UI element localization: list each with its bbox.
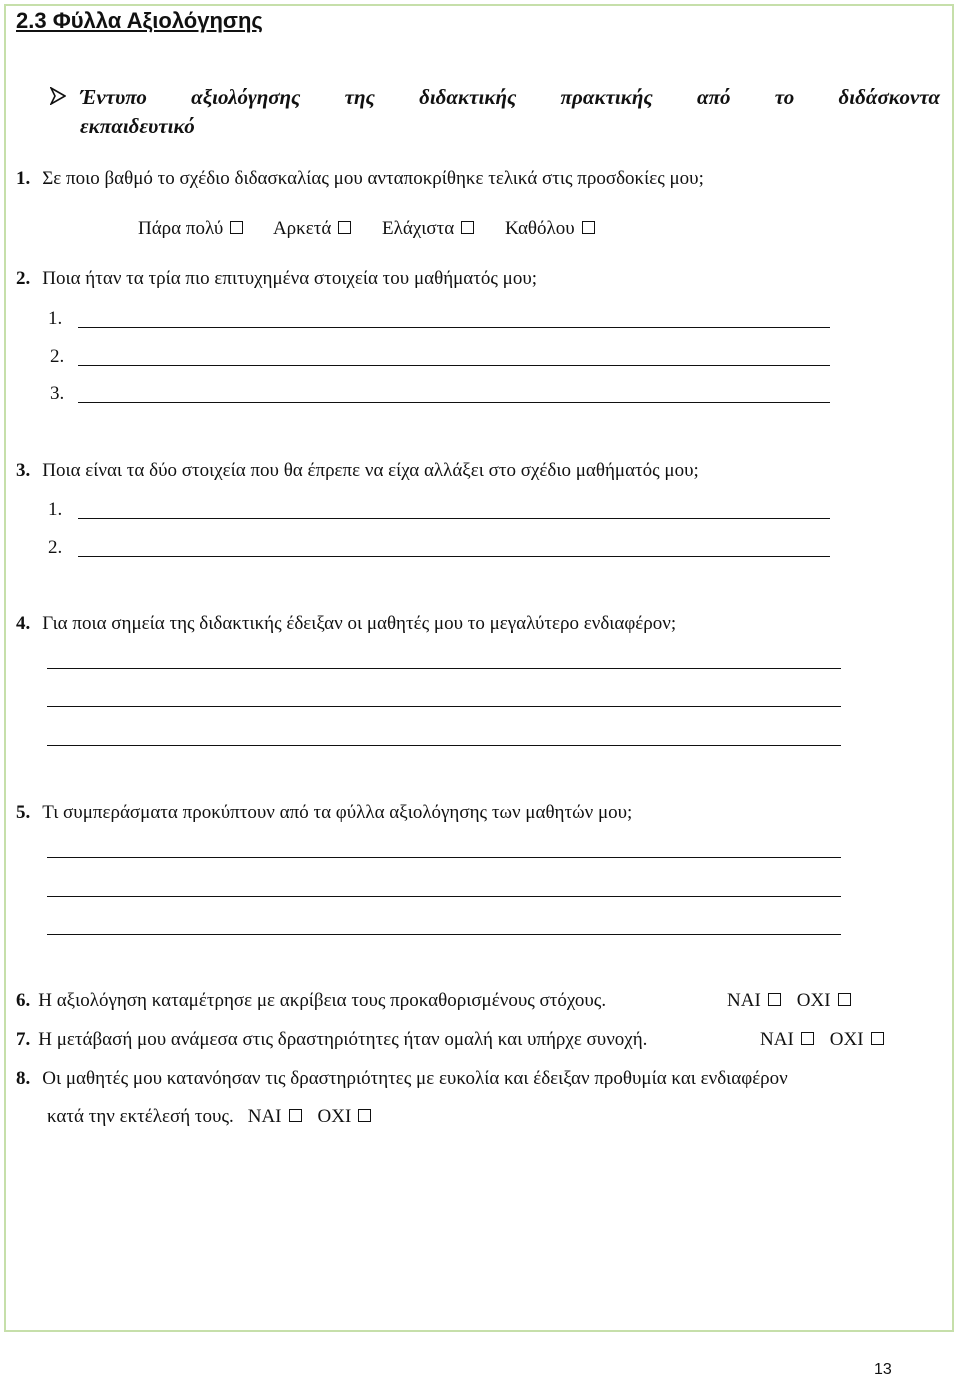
option-para-poly: Πάρα πολύ [138,218,243,239]
checkbox-q8-no[interactable] [358,1109,371,1122]
form-subtitle: Έντυπο αξιολόγησης της διδακτικής πρακτικής από το διδάσκοντα [80,85,940,109]
option-elaxista: Ελάχιστα [382,218,474,239]
answer-label-2-3: 3. [50,383,65,404]
checkbox-q7-yes[interactable] [801,1032,814,1045]
answer-line-4-1[interactable] [47,668,841,669]
checkbox-q8-yes[interactable] [289,1109,302,1122]
option-arketa: Αρκετά [273,218,351,239]
question-1-options [138,218,595,240]
checkbox-katholou[interactable] [582,221,595,234]
checkbox-para-poly[interactable] [230,221,243,234]
page-number: 13 [874,1361,892,1378]
arrow-bullet-icon [50,87,66,110]
question-7: 7. Η μετάβασή μου ανάμεσα στις δραστηριότητες ήταν ομαλή και υπήρχε συνοχή. [16,1029,648,1050]
question-1: 1. Σε ποιο βαθμό το σχέδιο διδασκαλίας μου ανταποκρίθηκε τελικά στις προσδοκίες μου; [16,168,704,189]
answer-line-2-3[interactable] [78,402,830,403]
answer-line-2-1[interactable] [78,327,830,328]
answer-line-3-2[interactable] [78,556,830,557]
question-5: 5. Τι συμπεράσματα προκύπτουν από τα φύλλα αξιολόγησης των μαθητών μου; [16,802,633,823]
answer-line-5-1[interactable] [47,857,841,858]
answer-line-4-2[interactable] [47,706,841,707]
section-title: 2.3 Φύλλα Αξιολόγησης [16,8,263,33]
option-katholou: Καθόλου [505,218,595,239]
checkbox-q7-no[interactable] [871,1032,884,1045]
question-6-options: ΝΑΙ ΟΧΙ [727,990,851,1012]
question-8-cont: κατά την εκτέλεσή τους. ΝΑΙ ΟΧΙ [47,1106,371,1128]
answer-label-2-2: 2. [50,346,65,367]
answer-line-3-1[interactable] [78,518,830,519]
question-7-options: ΝΑΙ ΟΧΙ [760,1029,884,1051]
answer-label-3-2: 2. [48,537,63,558]
question-6: 6. Η αξιολόγηση καταμέτρησε με ακρίβεια τους προκαθορισμένους στόχους. [16,990,607,1011]
question-8: 8. Οι μαθητές μου κατανόησαν τις δραστηριότητες με ευκολία και έδειξαν προθυμία και ενδιαφέρον [16,1068,788,1089]
question-2: 2. Ποια ήταν τα τρία πιο επιτυχημένα στοιχεία του μαθήματός μου; [16,268,538,289]
answer-line-5-3[interactable] [47,934,841,935]
answer-label-2-1: 1. [48,308,63,329]
form-subtitle-cont: εκπαιδευτικό [80,114,195,138]
checkbox-arketa[interactable] [338,221,351,234]
answer-line-4-3[interactable] [47,745,841,746]
checkbox-q6-no[interactable] [838,993,851,1006]
question-3: 3. Ποια είναι τα δύο στοιχεία που θα έπρεπε να είχα αλλάξει στο σχέδιο μαθήματός μου; [16,460,699,481]
answer-line-5-2[interactable] [47,896,841,897]
answer-label-3-1: 1. [48,499,63,520]
question-4: 4. Για ποια σημεία της διδακτικής έδειξαν οι μαθητές μου το μεγαλύτερο ενδιαφέρον; [16,613,677,634]
checkbox-q6-yes[interactable] [768,993,781,1006]
checkbox-elaxista[interactable] [461,221,474,234]
answer-line-2-2[interactable] [78,365,830,366]
